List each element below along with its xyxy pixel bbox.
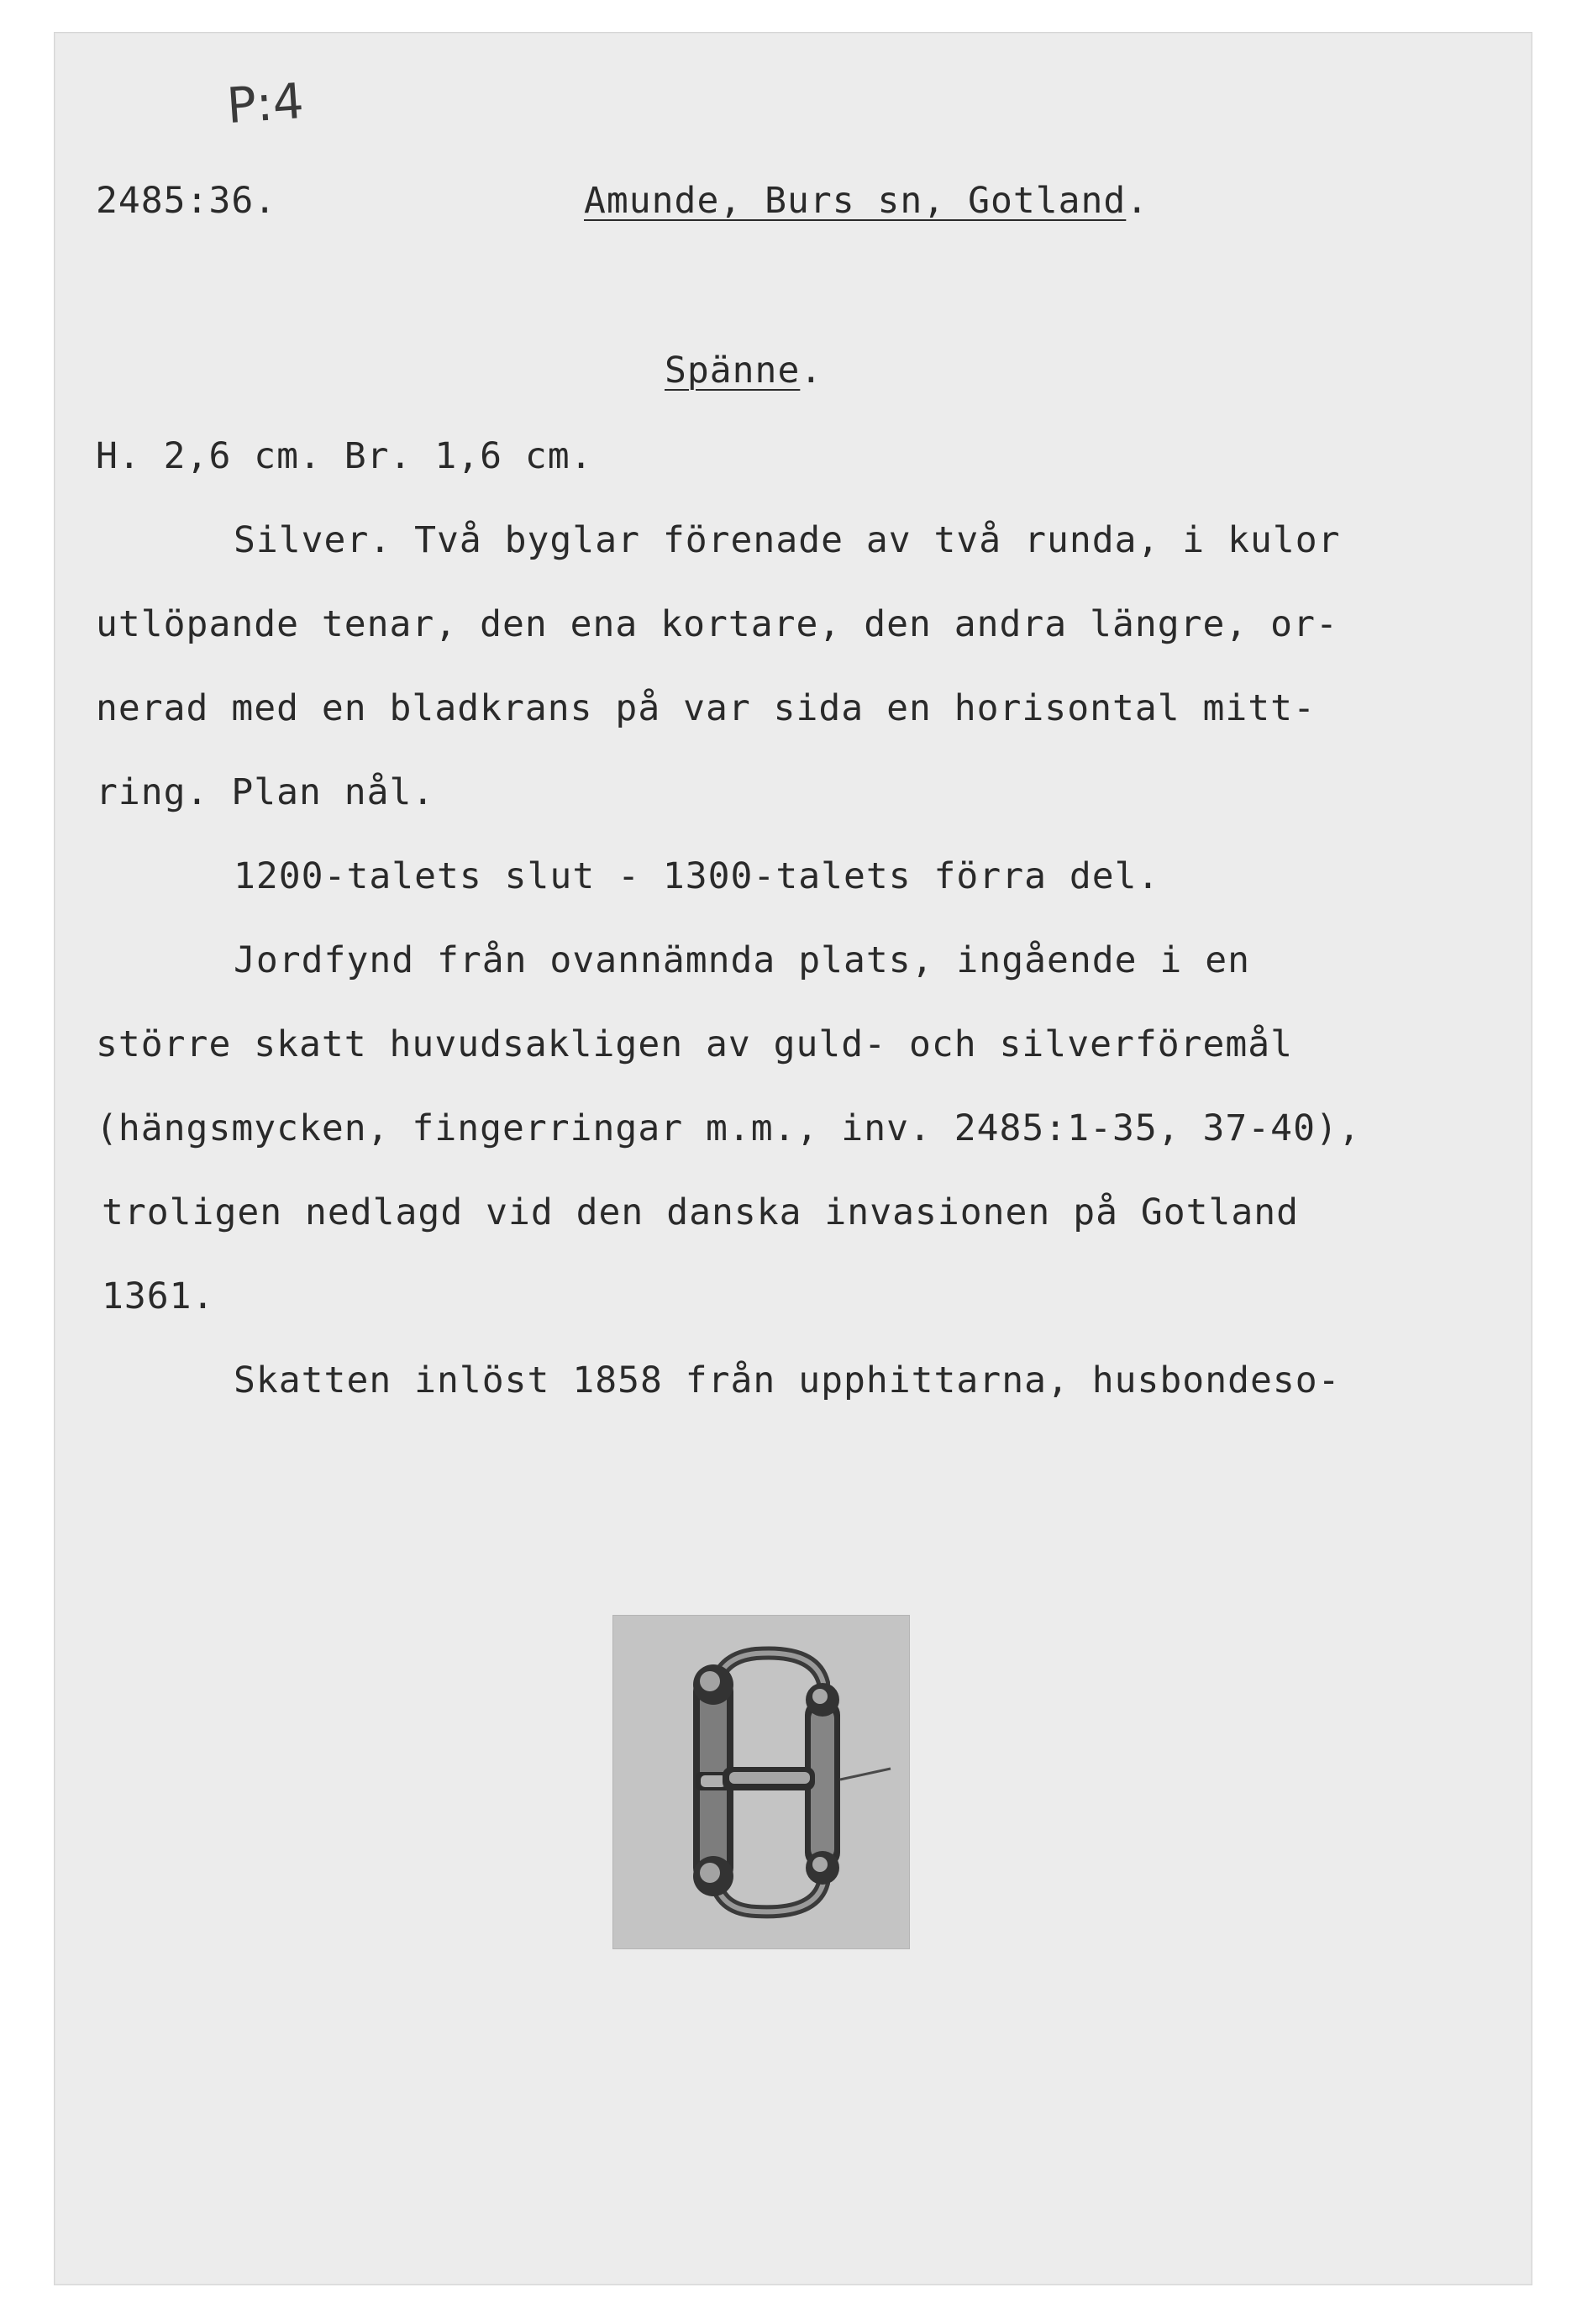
catalog-number: 2485:36.: [96, 180, 277, 222]
description-line: utlöpande tenar, den ena kortare, den andra längre, or-: [96, 603, 1338, 645]
description-line: nerad med en bladkrans på var sida en horisontal mitt-: [96, 687, 1316, 729]
dimensions: H. 2,6 cm. Br. 1,6 cm.: [96, 435, 593, 477]
object-title-text: Spänne: [665, 350, 801, 392]
object-title-period: .: [800, 350, 823, 392]
find-line: Jordfynd från ovannämnda plats, ingående i en: [234, 939, 1250, 981]
location-period: .: [1126, 180, 1149, 222]
buckle-photo: [612, 1615, 910, 1949]
description-line: Silver. Två byglar förenade av två runda, i kulor: [234, 519, 1341, 561]
handwritten-note: P:4: [224, 71, 306, 135]
buckle-image: [613, 1616, 909, 1948]
find-line: (hängsmycken, fingerringar m.m., inv. 2485:1-35, 37-40),: [96, 1107, 1361, 1149]
description-line: ring. Plan nål.: [96, 771, 435, 813]
location-heading: [584, 180, 1148, 222]
find-line: 1361.: [102, 1275, 215, 1317]
find-line: troligen nedlagd vid den danska invasionen på Gotland: [102, 1191, 1300, 1233]
dating: 1200-talets slut - 1300-talets förra del.: [234, 855, 1160, 897]
find-line: större skatt huvudsakligen av guld- och silverföremål: [96, 1023, 1294, 1065]
object-title: [665, 350, 823, 392]
acquisition: Skatten inlöst 1858 från upphittarna, husbondeso-: [234, 1359, 1341, 1401]
location-text: Amunde, Burs sn, Gotland: [584, 180, 1127, 222]
